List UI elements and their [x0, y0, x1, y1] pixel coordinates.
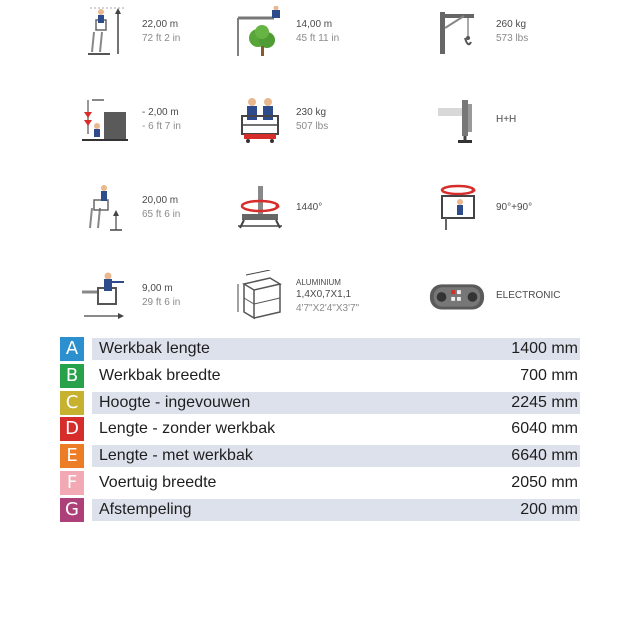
spec-horizontal-outreach — [78, 268, 180, 324]
spec-working-height — [78, 4, 180, 60]
spec-text — [496, 18, 528, 46]
spec-imperial: 45 ft 11 in — [296, 33, 340, 44]
dimension-value: 6640 mm — [511, 447, 578, 465]
spec-value: H+H — [496, 114, 517, 125]
spec-text — [142, 18, 180, 46]
spec-text — [142, 282, 180, 310]
spec-control — [426, 268, 560, 324]
spec-metric: - 2,00 m — [142, 107, 179, 118]
spec-metric: 1,4X0,7X1,1 — [296, 288, 352, 300]
spec-value: 90°+90° — [496, 202, 533, 213]
spec-imperial: 65 ft 6 in — [142, 209, 181, 220]
spec-outreach — [232, 4, 339, 60]
dimension-label: Hoogte - ingevouwen — [99, 393, 251, 411]
dimension-bar — [92, 445, 580, 467]
dimension-label: Lengte - zonder werkbak — [99, 420, 276, 438]
dimensions-table — [60, 337, 580, 525]
jib-crane-hook-icon — [432, 4, 488, 60]
spec-metric: 20,00 m — [142, 195, 179, 206]
letter-badge: D — [60, 417, 84, 441]
dimension-row — [60, 337, 580, 361]
dimension-row — [60, 417, 580, 441]
spec-text — [496, 289, 560, 303]
dimension-value: 1400 mm — [511, 340, 578, 357]
dimension-bar — [92, 472, 580, 494]
spec-outriggers — [432, 92, 516, 148]
horizontal-outreach-icon — [78, 268, 134, 324]
working-height-icon — [78, 4, 134, 60]
outreach-tree-icon — [232, 4, 288, 60]
letter-badge: F — [60, 471, 84, 495]
spec-jib-load — [432, 4, 528, 60]
spec-imperial: 72 ft 2 in — [142, 33, 181, 44]
dimension-bar — [92, 392, 580, 414]
spec-basket-rotation — [432, 180, 532, 236]
dimension-row — [60, 471, 580, 495]
aluminium-basket-icon — [232, 268, 288, 324]
spec-metric: 260 kg — [496, 19, 527, 30]
spec-metric: 22,00 m — [142, 19, 179, 30]
spec-text — [296, 106, 328, 134]
dimension-value: 700 mm — [520, 366, 578, 384]
spec-metric: 9,00 m — [142, 283, 173, 294]
spec-imperial: 573 lbs — [496, 33, 529, 44]
dimension-value: 2245 mm — [511, 393, 578, 411]
letter-badge: A — [60, 337, 84, 361]
spec-metric: 14,00 m — [296, 19, 333, 30]
spec-below-ground — [78, 92, 181, 148]
outrigger-hh-icon — [432, 92, 488, 148]
spec-text — [496, 113, 516, 127]
spec-material: ALUMINIUM — [296, 277, 341, 287]
letter-badge: B — [60, 364, 84, 388]
basket-capacity-icon — [232, 92, 288, 148]
spec-imperial: 4'7"X2'4"X3'7" — [296, 302, 360, 314]
dimension-bar — [92, 418, 580, 440]
dimension-bar — [92, 499, 580, 521]
spec-platform-height — [78, 180, 180, 236]
turret-rotation-icon — [232, 180, 288, 236]
dimension-row — [60, 364, 580, 388]
dimension-row — [60, 444, 580, 468]
spec-text — [296, 201, 322, 215]
spec-text — [496, 201, 532, 215]
spec-imperial: 29 ft 6 in — [142, 297, 181, 308]
below-ground-depth-icon — [78, 92, 134, 148]
electronic-control-icon — [426, 268, 488, 324]
dimension-label: Voertuig breedte — [99, 473, 217, 491]
dimension-value: 6040 mm — [511, 420, 578, 438]
dimension-label: Werkbak lengte — [99, 340, 210, 357]
dimension-value: 200 mm — [520, 500, 578, 518]
spec-text — [296, 18, 339, 46]
spec-basket-material — [232, 268, 359, 324]
letter-badge: C — [60, 391, 84, 415]
spec-text — [142, 194, 180, 222]
dimension-label: Lengte - met werkbak — [99, 447, 253, 465]
dimension-label: Afstempeling — [99, 500, 192, 518]
spec-text — [142, 106, 181, 134]
spec-value: 1440° — [296, 202, 323, 213]
spec-metric: 230 kg — [296, 107, 327, 118]
dimension-value: 2050 mm — [511, 473, 578, 491]
spec-text — [296, 277, 359, 316]
spec-imperial: 507 lbs — [296, 121, 329, 132]
dimension-row — [60, 391, 580, 415]
spec-turret-rotation — [232, 180, 322, 236]
spec-basket-capacity — [232, 92, 328, 148]
letter-badge: E — [60, 444, 84, 468]
platform-height-icon — [78, 180, 134, 236]
letter-badge: G — [60, 498, 84, 522]
dimension-row — [60, 498, 580, 522]
dimension-bar — [92, 365, 580, 387]
basket-rotation-icon — [432, 180, 488, 236]
spec-value: ELECTRONIC — [496, 290, 561, 301]
dimension-bar — [92, 338, 580, 360]
dimension-label: Werkbak breedte — [99, 366, 221, 384]
spec-imperial: - 6 ft 7 in — [142, 121, 181, 132]
